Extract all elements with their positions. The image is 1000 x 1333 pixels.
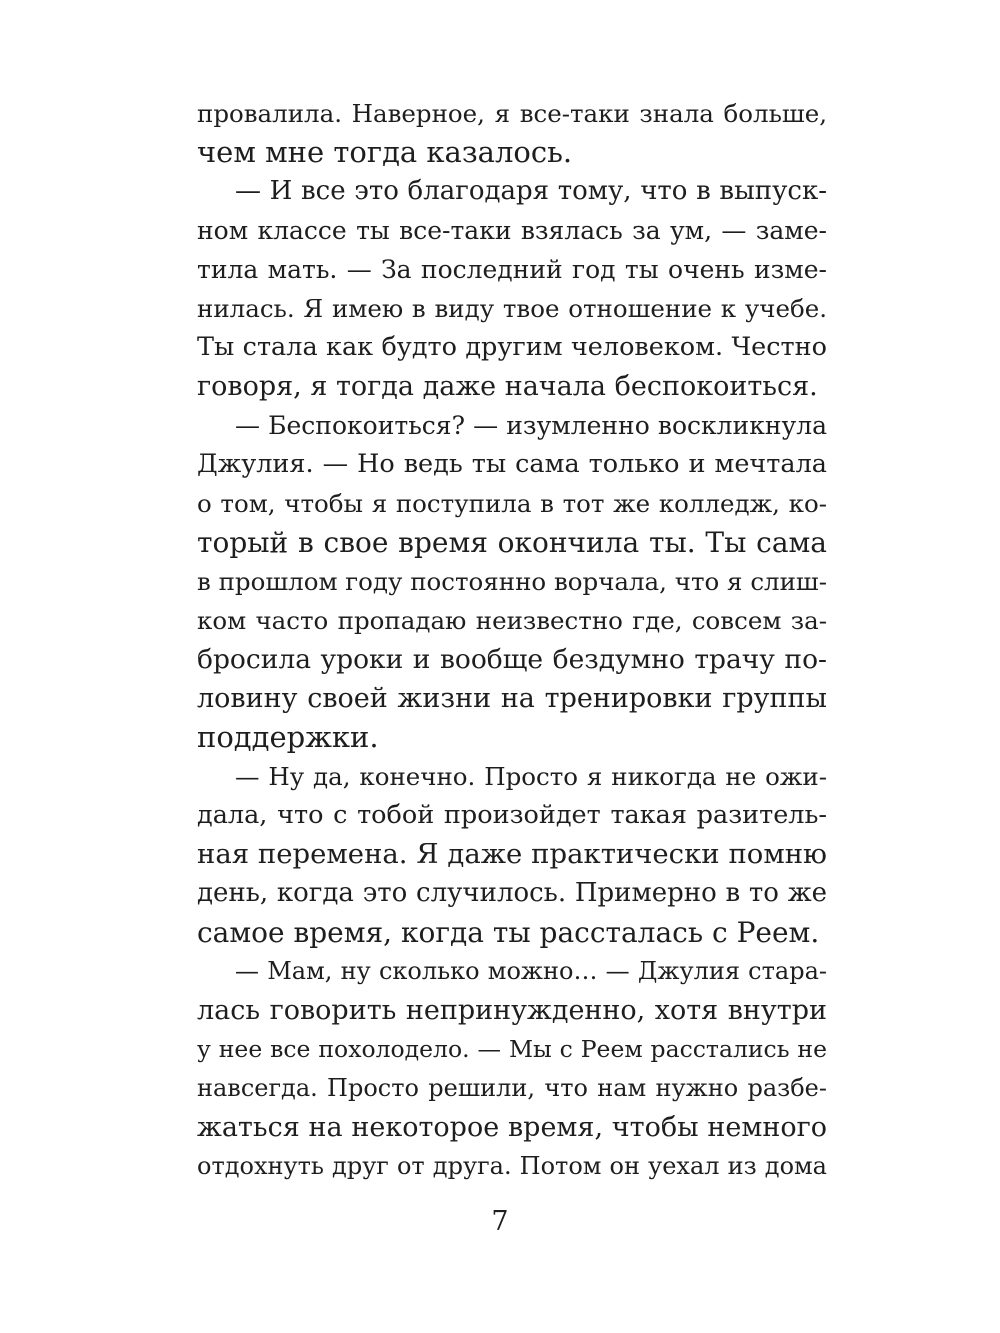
text-line: чем мне тогда казалось. <box>197 135 573 169</box>
text-line: навсегда. Просто решили, что нам нужно разбе- <box>197 1074 827 1102</box>
text-line: ком часто пропадаю неизвестно где, совсем за- <box>197 606 827 635</box>
text-line: ная перемена. Я даже практически помню <box>197 838 827 870</box>
text-line: говоря, я тогда даже начала беспокоиться. <box>197 371 818 402</box>
text-line: тила мать. — За последний год ты очень изме- <box>197 255 827 284</box>
text-line: о том, чтобы я поступила в тот же колледж, ко- <box>197 489 827 518</box>
text-line: ном классе ты все-таки взялась за ум, — заме- <box>197 216 827 245</box>
text-line: поддержки. <box>197 720 379 754</box>
text-line: жаться на некоторое время, чтобы немного <box>197 1112 827 1143</box>
text-line: день, когда это случилось. Примерно в то же <box>197 878 827 908</box>
text-line: — Мам, ну сколько можно… — Джулия стара- <box>235 957 827 985</box>
text-line: ловину своей жизни на тренировки группы <box>197 683 827 714</box>
text-line: — И все это благодаря тому, что в выпуск- <box>235 176 827 206</box>
text-line: лась говорить непринужденно, хотя внутри <box>197 995 827 1026</box>
text-line: в прошлом году постоянно ворчала, что я слиш- <box>197 567 827 596</box>
text-line: Джулия. — Но ведь ты сама только и мечтала <box>197 449 827 479</box>
text-line: нилась. Я имею в виду твое отношение к учебе. <box>197 294 827 323</box>
text-line: у нее все похолодело. — Мы с Реем расстались не <box>197 1035 827 1063</box>
text-line: Ты стала как будто другим человеком. Честно <box>197 332 827 362</box>
page-number: 7 <box>491 1206 509 1237</box>
text-line: торый в свое время окончила ты. Ты сама <box>197 526 827 559</box>
text-line: бросила уроки и вообще бездумно трачу по- <box>197 644 827 675</box>
text-line: — Беспокоиться? — изумленно воскликнула <box>235 411 827 440</box>
body-text <box>197 94 827 1186</box>
text-line: — Ну да, конечно. Просто я никогда не ожи- <box>235 762 827 791</box>
text-line: отдохнуть друг от друга. Потом он уехал из дома <box>197 1152 827 1180</box>
text-line: дала, что с тобой произойдет такая разитель- <box>197 800 827 830</box>
text-line: провалила. Наверное, я все-таки знала больше, <box>197 99 827 128</box>
text-line: самое время, когда ты рассталась с Реем. <box>197 916 820 949</box>
